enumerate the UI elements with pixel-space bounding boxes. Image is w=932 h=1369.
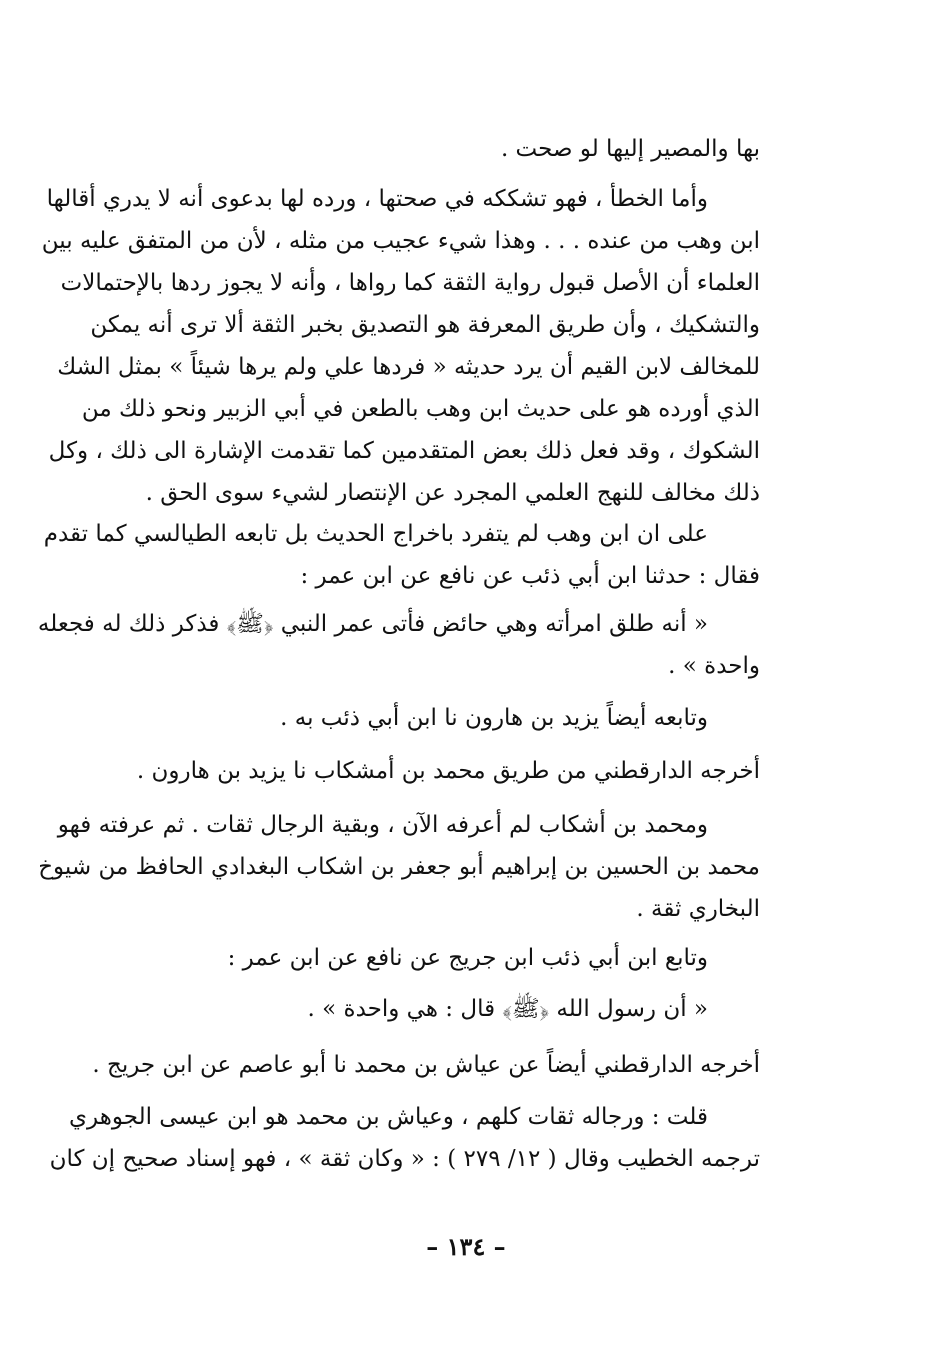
text-line: محمد بن الحسين بن إبراهيم أبو جعفر بن اشكاب البغدادي الحافظ من شيوخ	[38, 854, 760, 880]
paragraph-yazid	[84, 697, 760, 739]
page-number: – ١٣٤ –	[426, 1232, 506, 1261]
paragraph-narrators	[49, 1096, 760, 1180]
text-line: البخاري ثقة .	[636, 896, 760, 922]
paragraph-ibn-jurayj	[84, 937, 760, 979]
text-line: الشكوك ، وقد فعل ذلك بعض المتقدمين كما تقدمت الإشارة الى ذلك ، وكل	[48, 438, 760, 464]
text-line: العلماء أن الأصل قبول رواية الثقة كما رواها ، وأنه لا يجوز ردها بالإحتمالات	[60, 270, 760, 296]
paragraph-ishkab	[38, 804, 760, 930]
text-line: أخرجه الدارقطني من طريق محمد بن أمشكاب نا يزيد بن هارون .	[136, 758, 760, 784]
paragraph-error-discussion	[41, 178, 760, 514]
paragraph-hadith-quote	[37, 603, 760, 687]
text-line: وأما الخطأ ، فهو تشككه في صحتها ، ورده لها بدعوى أنه لا يدري أقالها	[46, 186, 708, 212]
paragraph-prophet-quote	[84, 988, 760, 1030]
text-line: قلت : ورجاله ثقات كلهم ، وعياش بن محمد هو ابن عيسى الجوهري	[69, 1104, 708, 1130]
text-line: فقال : حدثنا ابن أبي ذئب عن نافع عن ابن عمر :	[300, 563, 760, 589]
text-line: بها والمصير إليها لو صحت .	[500, 136, 760, 162]
text-line: للمخالف لابن القيم أن يرد حديثه « فردها علي ولم يرها شيئاً » بمثل الشك	[57, 354, 760, 380]
text-line: وتابعه أيضاً يزيد بن هارون نا ابن أبي ذئب به .	[280, 705, 708, 731]
paragraph-tayalisi	[43, 513, 760, 597]
text-line: الذي أورده هو على حديث ابن وهب بالطعن في أبي الزبير ونحو ذلك من	[81, 396, 760, 422]
text-line: « أنه طلق امرأته وهي حائض فأتى عمر النبي ﴿ﷺ﴾ فذكر ذلك له فجعله	[37, 611, 708, 637]
text-line: على ان ابن وهب لم يتفرد باخراج الحديث بل تابعه الطيالسي كما تقدم	[43, 521, 708, 547]
text-line: واحدة » .	[668, 653, 760, 679]
text-line: ترجمه الخطيب وقال ( ١٢/ ٢٧٩ ) : « وكان ثقة » ، فهو إسناد صحيح إن كان	[49, 1146, 760, 1172]
text-line: أخرجه الدارقطني أيضاً عن عياش بن محمد نا أبو عاصم عن ابن جريج .	[92, 1052, 760, 1078]
text-line: ذلك مخالف للنهج العلمي المجرد عن الإنتصار لشيء سوى الحق .	[145, 480, 760, 506]
paragraph-continuation	[84, 128, 760, 170]
paragraph-daraqutni-2	[84, 1044, 760, 1086]
text-line: « أن رسول الله ﴿ﷺ﴾ قال : هي واحدة » .	[307, 996, 708, 1022]
text-line: ابن وهب من عنده . . . وهذا شيء عجيب من مثله ، لأن من المتفق عليه بين	[41, 228, 760, 254]
paragraph-daraqutni-1	[84, 750, 760, 792]
text-line: ومحمد بن أشكاب لم أعرفه الآن ، وبقية الرجال ثقات . ثم عرفته فهو	[57, 812, 708, 838]
text-line: وتابع ابن أبي ذئب ابن جريج عن نافع عن ابن عمر :	[227, 945, 708, 971]
text-line: والتشكيك ، وأن طريق المعرفة هو التصديق بخبر الثقة ألا ترى أنه يمكن	[90, 312, 760, 338]
